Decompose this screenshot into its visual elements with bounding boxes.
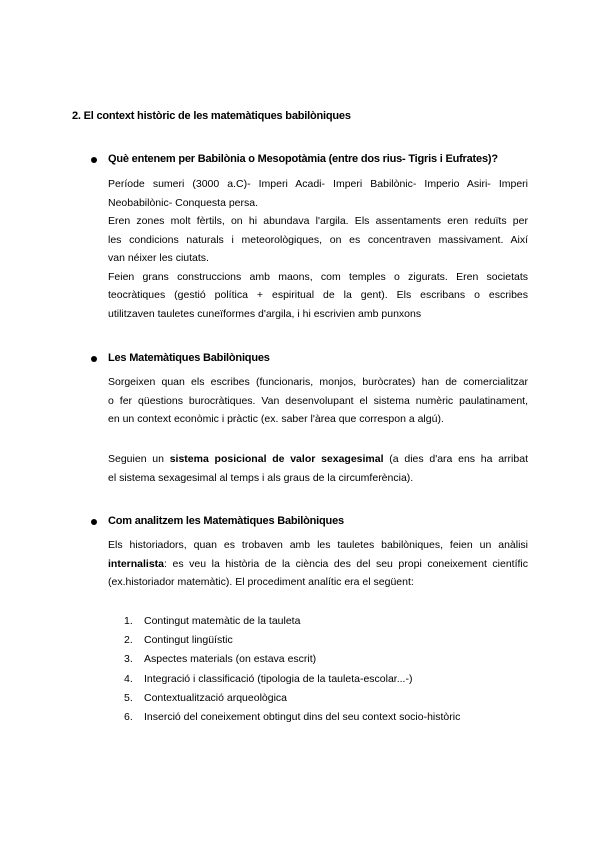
list-item xyxy=(124,708,460,727)
list-item xyxy=(124,631,460,650)
bullet-dot-icon xyxy=(91,157,97,163)
paragraph-matematiques xyxy=(108,373,528,429)
list-number: 3. xyxy=(124,653,133,666)
numbered-list xyxy=(124,612,460,727)
text-line: (ex.historiador matemàtic). El procediment analític era el següent: xyxy=(108,576,414,588)
text-line: Sorgeixen quan els escribes (funcionaris, monjos, buròcrates) han de comercialitzar xyxy=(108,376,528,388)
text-line: utilitzaven tauletes cuneïformes d'argila, i hi escrivien amb punxons xyxy=(108,307,422,320)
bullet-dot-icon xyxy=(91,519,97,525)
list-text: Contextualització arqueològica xyxy=(144,691,288,704)
list-number: 4. xyxy=(124,672,133,685)
list-text: Contingut lingüístic xyxy=(144,634,233,647)
list-number: 6. xyxy=(124,710,133,723)
list-item xyxy=(124,650,460,669)
list-text: Contingut matemàtic de la tauleta xyxy=(144,615,301,627)
list-text: Integració i classificació (tipologia de la tauleta-escolar...-) xyxy=(144,672,413,685)
list-number: 2. xyxy=(124,634,133,647)
list-number: 1. xyxy=(124,615,133,627)
heading-text: Com analitzem les Matemàtiques Babilòniques xyxy=(108,515,344,527)
text-line: Feien grans construccions amb maons, com temples o zigurats. Eren societats xyxy=(108,270,528,283)
text-line: en un context econòmic i pràctic (ex. saber l'àrea que correspon a algú). xyxy=(108,413,444,425)
text-line: les condicions naturals i meteorològiques, on es concentraven massivament. Així xyxy=(108,233,528,246)
bullet-dot-icon xyxy=(91,356,97,362)
text-line: Eren zones molt fèrtils, on hi abundava l'argila. Els assentaments eren reduïts per xyxy=(108,215,528,227)
text-line xyxy=(108,450,528,469)
list-item xyxy=(124,689,460,708)
heading-text: Què entenem per Babilònia o Mesopotàmia (entre dos rius- Tigris i Eufrates)? xyxy=(108,153,498,165)
text-line: o fer qüestions burocràtiques. Van desenvolupant el sistema numèric paulatinament, xyxy=(108,394,528,407)
paragraph-sexagesimal xyxy=(108,450,528,487)
paragraph-analisi xyxy=(108,536,528,592)
bold-term: sistema posicional de valor sexagesimal xyxy=(169,453,384,465)
list-text: Inserció del coneixement obtingut dins del seu context socio-històric xyxy=(144,710,461,723)
text-run: : es veu la història de la ciència des del seu propi coneixement científic xyxy=(164,557,528,570)
list-number: 5. xyxy=(124,691,133,704)
text-line: teocràtiques (gestió política + espiritual de la gent). Els escribans o escribes xyxy=(108,289,528,301)
list-item xyxy=(124,612,460,631)
text-line xyxy=(108,555,528,574)
text-line: Neobabilònic- Conquesta persa. xyxy=(108,196,259,209)
paragraph-babilonia xyxy=(108,175,528,323)
heading-text: Les Matemàtiques Babilòniques xyxy=(108,352,270,364)
text-run: Seguien un xyxy=(108,453,170,465)
list-item xyxy=(124,670,460,689)
text-line: Període sumeri (3000 a.C)- Imperi Acadi- Imperi Babilònic- Imperio Asiri- Imperi xyxy=(108,178,528,190)
section-title: 2. El context històric de les matemàtiques babilòniques xyxy=(72,110,351,122)
text-line: Els historiadors, quan es trobaven amb les tauletes babilòniques, feien un anàlisi xyxy=(108,539,528,551)
text-line: van néixer les ciutats. xyxy=(108,252,209,264)
text-line: el sistema sexagesimal al temps i als graus de la circumferència). xyxy=(108,471,414,484)
bold-term: internalista xyxy=(108,557,165,570)
text-run: (a dies d'ara ens ha arribat xyxy=(383,453,528,465)
list-text: Aspectes materials (on estava escrit) xyxy=(144,653,317,666)
